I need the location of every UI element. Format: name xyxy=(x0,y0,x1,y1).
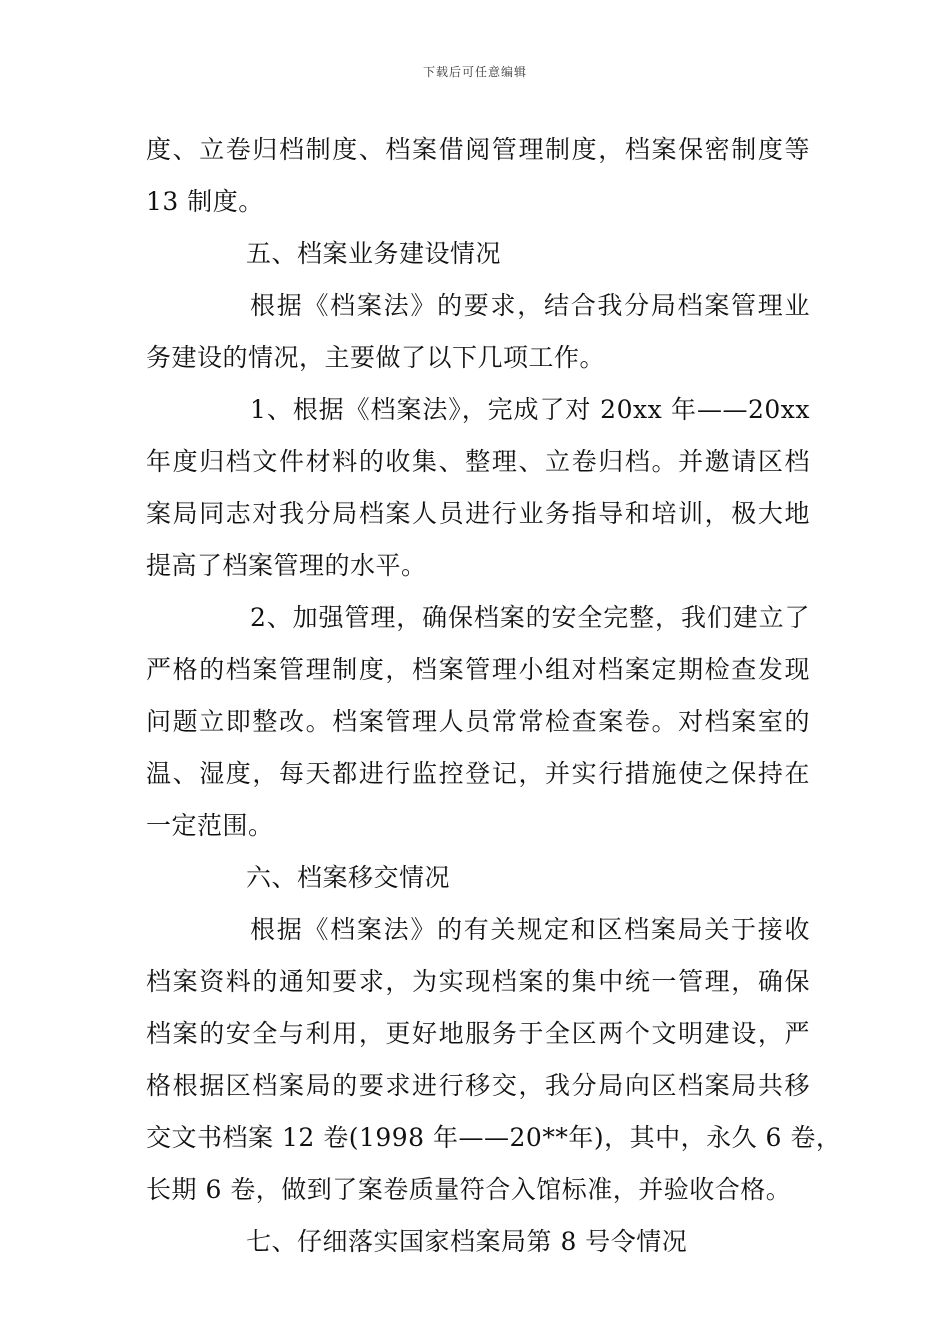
text-line: 档案的安全与利用，更好地服务于全区两个文明建设，严 xyxy=(146,1019,810,1048)
text-line: 务建设的情况，主要做了以下几项工作。 xyxy=(146,343,606,372)
text-line: 格根据区档案局的要求进行移交，我分局向区档案局共移 xyxy=(146,1071,810,1100)
text-line: 一定范围。 xyxy=(146,811,274,840)
text-line: 年度归档文件材料的收集、整理、立卷归档。并邀请区档 xyxy=(146,447,810,476)
text-line: 提高了档案管理的水平。 xyxy=(146,551,427,580)
section-heading: 五、档案业务建设情况 xyxy=(246,239,502,268)
text-line: 档案资料的通知要求，为实现档案的集中统一管理，确保 xyxy=(146,967,810,996)
text-line: 温、湿度，每天都进行监控登记，并实行措施使之保持在 xyxy=(146,759,810,788)
text-line: 根据《档案法》的要求，结合我分局档案管理业 xyxy=(250,291,810,320)
text-line: 交文书档案 12 卷(1998 年——20**年)，其中，永久 6 卷， xyxy=(146,1123,842,1152)
text-line: 严格的档案管理制度，档案管理小组对档案定期检查发现 xyxy=(146,655,810,684)
text-line: 根据《档案法》的有关规定和区档案局关于接收 xyxy=(250,915,810,944)
text-line: 1、根据《档案法》，完成了对 20xx 年——20xx xyxy=(250,395,810,424)
text-line: 度、立卷归档制度、档案借阅管理制度，档案保密制度等 xyxy=(146,135,810,164)
page-header: 下载后可任意编辑 xyxy=(422,65,527,79)
text-line: 长期 6 卷，做到了案卷质量符合入馆标准，并验收合格。 xyxy=(146,1175,792,1204)
document-body xyxy=(146,124,842,1268)
section-heading: 七、仔细落实国家档案局第 8 号令情况 xyxy=(246,1227,688,1256)
text-line: 2、加强管理，确保档案的安全完整，我们建立了 xyxy=(250,603,810,632)
section-heading: 六、档案移交情况 xyxy=(246,863,451,892)
text-line: 13 制度。 xyxy=(146,187,264,216)
text-line: 案局同志对我分局档案人员进行业务指导和培训，极大地 xyxy=(146,499,810,528)
text-line: 问题立即整改。档案管理人员常常检查案卷。对档案室的 xyxy=(146,707,810,736)
